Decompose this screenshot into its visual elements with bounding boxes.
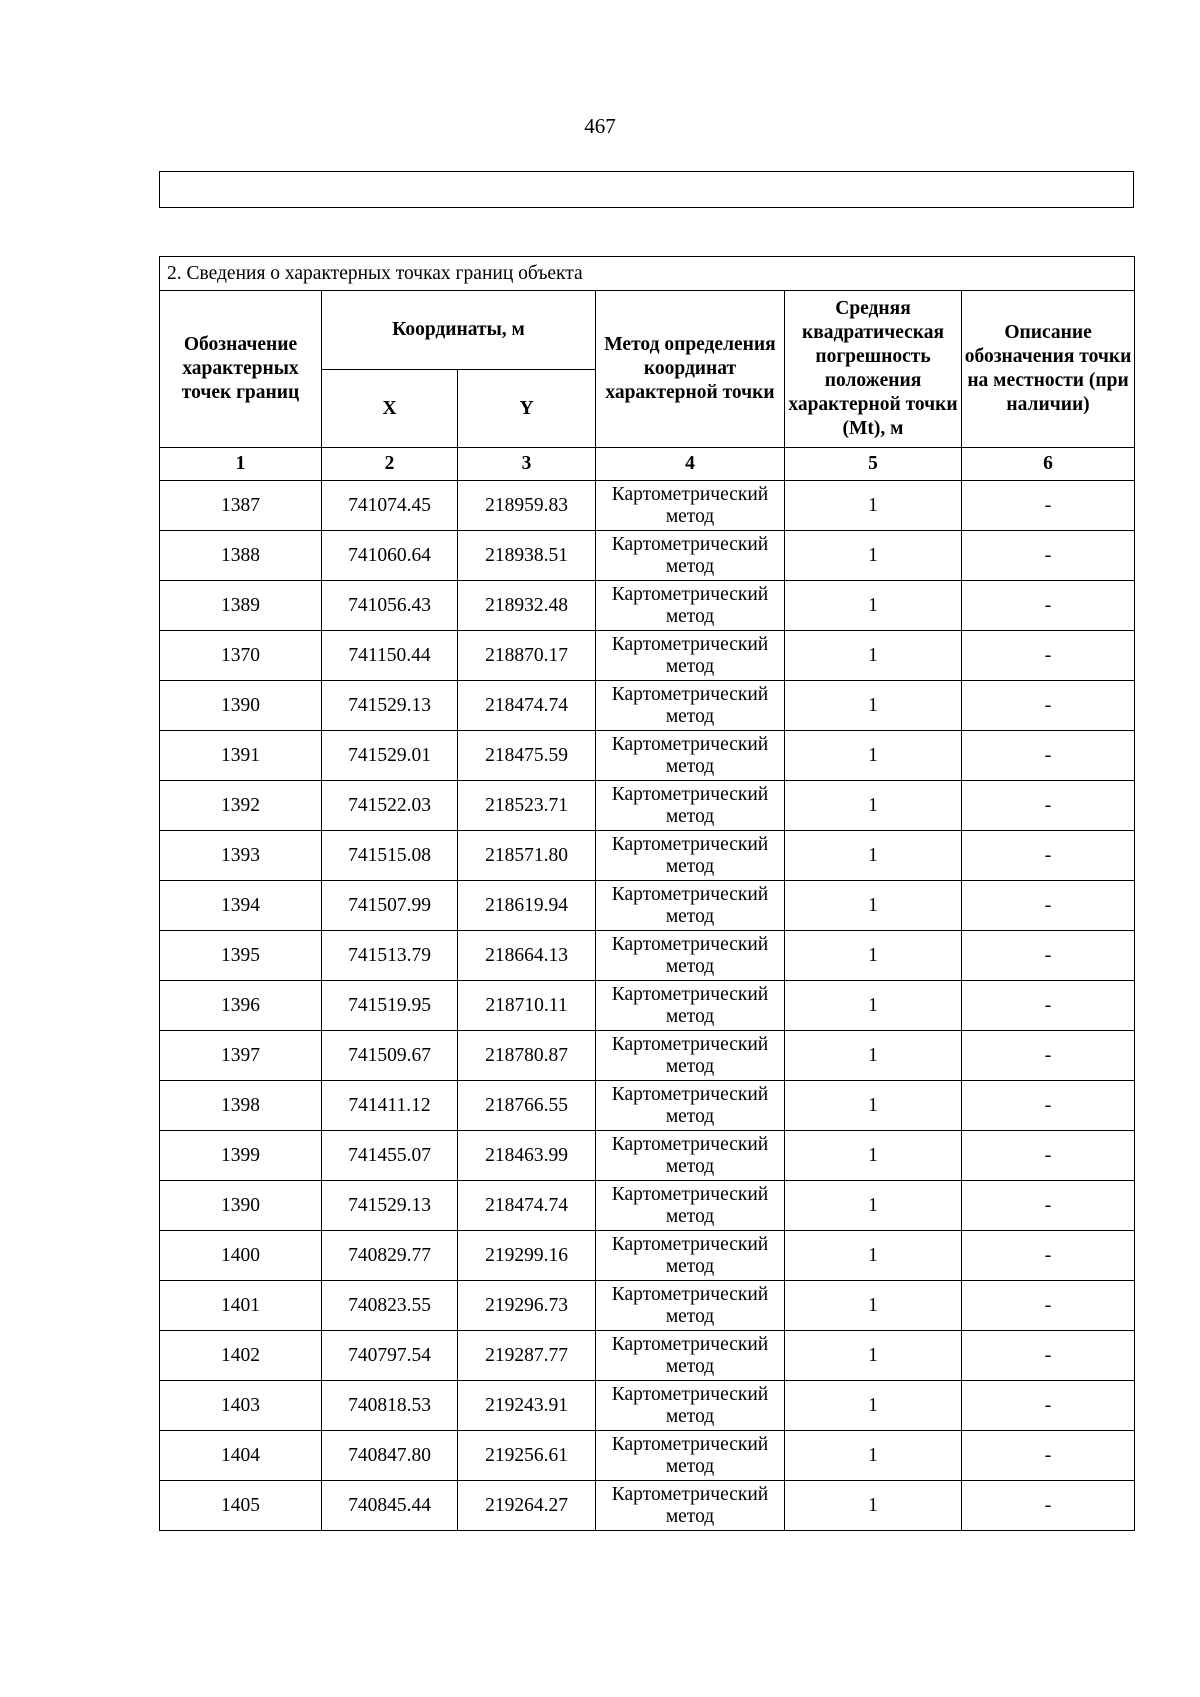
table-row	[160, 581, 1135, 631]
y-coordinate-cell: 219243.91	[458, 1381, 596, 1431]
point-id-cell: 1405	[160, 1481, 322, 1531]
point-id-cell: 1388	[160, 531, 322, 581]
point-id-cell: 1389	[160, 581, 322, 631]
method-cell: Картометрический метод	[596, 1431, 785, 1481]
table-row	[160, 1081, 1135, 1131]
section-title: 2. Сведения о характерных точках границ объекта	[160, 257, 1135, 291]
header-y: Y	[458, 370, 596, 448]
table-row	[160, 1281, 1135, 1331]
y-coordinate-cell: 218463.99	[458, 1131, 596, 1181]
x-coordinate-cell: 741411.12	[322, 1081, 458, 1131]
error-cell: 1	[785, 1481, 962, 1531]
error-cell: 1	[785, 1381, 962, 1431]
method-cell: Картометрический метод	[596, 681, 785, 731]
page-number: 467	[584, 114, 616, 138]
error-cell: 1	[785, 1231, 962, 1281]
y-coordinate-cell: 219256.61	[458, 1431, 596, 1481]
header-coordinates: Координаты, м	[322, 291, 596, 370]
error-cell: 1	[785, 1031, 962, 1081]
error-cell: 1	[785, 831, 962, 881]
table-row	[160, 531, 1135, 581]
table-row	[160, 481, 1135, 531]
y-coordinate-cell: 219299.16	[458, 1231, 596, 1281]
description-cell: -	[962, 781, 1135, 831]
y-coordinate-cell: 218870.17	[458, 631, 596, 681]
y-coordinate-cell: 218938.51	[458, 531, 596, 581]
description-cell: -	[962, 631, 1135, 681]
error-cell: 1	[785, 881, 962, 931]
table-row	[160, 1231, 1135, 1281]
x-coordinate-cell: 741529.13	[322, 681, 458, 731]
table-row	[160, 1131, 1135, 1181]
y-coordinate-cell: 218474.74	[458, 681, 596, 731]
header-designation: Обозначение характерных точек границ	[160, 291, 322, 448]
point-id-cell: 1391	[160, 731, 322, 781]
description-cell: -	[962, 981, 1135, 1031]
column-number-row	[160, 448, 1135, 481]
table-row	[160, 1181, 1135, 1231]
method-cell: Картометрический метод	[596, 1281, 785, 1331]
x-coordinate-cell: 740829.77	[322, 1231, 458, 1281]
point-id-cell: 1400	[160, 1231, 322, 1281]
point-id-cell: 1394	[160, 881, 322, 931]
error-cell: 1	[785, 1431, 962, 1481]
description-cell: -	[962, 1081, 1135, 1131]
y-coordinate-cell: 218932.48	[458, 581, 596, 631]
point-id-cell: 1387	[160, 481, 322, 531]
x-coordinate-cell: 741529.01	[322, 731, 458, 781]
method-cell: Картометрический метод	[596, 1481, 785, 1531]
error-cell: 1	[785, 1181, 962, 1231]
x-coordinate-cell: 741529.13	[322, 1181, 458, 1231]
description-cell: -	[962, 931, 1135, 981]
point-id-cell: 1403	[160, 1381, 322, 1431]
table-row	[160, 731, 1135, 781]
error-cell: 1	[785, 931, 962, 981]
point-id-cell: 1390	[160, 1181, 322, 1231]
header-error: Средняя квадратическая погрешность положения характерной точки (Mt), м	[785, 291, 962, 448]
y-coordinate-cell: 218959.83	[458, 481, 596, 531]
x-coordinate-cell: 741056.43	[322, 581, 458, 631]
table-row	[160, 1381, 1135, 1431]
method-cell: Картометрический метод	[596, 581, 785, 631]
x-coordinate-cell: 741074.45	[322, 481, 458, 531]
point-id-cell: 1402	[160, 1331, 322, 1381]
error-cell: 1	[785, 981, 962, 1031]
x-coordinate-cell: 741522.03	[322, 781, 458, 831]
y-coordinate-cell: 219287.77	[458, 1331, 596, 1381]
description-cell: -	[962, 681, 1135, 731]
y-coordinate-cell: 218475.59	[458, 731, 596, 781]
x-coordinate-cell: 740845.44	[322, 1481, 458, 1531]
method-cell: Картометрический метод	[596, 1331, 785, 1381]
table-row	[160, 1481, 1135, 1531]
description-cell: -	[962, 1031, 1135, 1081]
y-coordinate-cell: 218710.11	[458, 981, 596, 1031]
x-coordinate-cell: 741515.08	[322, 831, 458, 881]
error-cell: 1	[785, 1331, 962, 1381]
method-cell: Картометрический метод	[596, 531, 785, 581]
x-coordinate-cell: 740823.55	[322, 1281, 458, 1331]
error-cell: 1	[785, 1081, 962, 1131]
point-id-cell: 1395	[160, 931, 322, 981]
error-cell: 1	[785, 1281, 962, 1331]
table-row	[160, 1031, 1135, 1081]
table-row	[160, 931, 1135, 981]
description-cell: -	[962, 1431, 1135, 1481]
table-row	[160, 981, 1135, 1031]
column-number: 6	[962, 448, 1135, 481]
header-method: Метод определения координат характерной точки	[596, 291, 785, 448]
error-cell: 1	[785, 531, 962, 581]
method-cell: Картометрический метод	[596, 1381, 785, 1431]
x-coordinate-cell: 741455.07	[322, 1131, 458, 1181]
y-coordinate-cell: 218571.80	[458, 831, 596, 881]
point-id-cell: 1397	[160, 1031, 322, 1081]
description-cell: -	[962, 1231, 1135, 1281]
point-id-cell: 1404	[160, 1431, 322, 1481]
method-cell: Картометрический метод	[596, 1131, 785, 1181]
table-row	[160, 881, 1135, 931]
table-row	[160, 1331, 1135, 1381]
boundary-points-table	[159, 256, 1135, 1531]
table-body	[160, 481, 1135, 1531]
method-cell: Картометрический метод	[596, 1231, 785, 1281]
description-cell: -	[962, 731, 1135, 781]
method-cell: Картометрический метод	[596, 631, 785, 681]
point-id-cell: 1370	[160, 631, 322, 681]
description-cell: -	[962, 881, 1135, 931]
description-cell: -	[962, 531, 1135, 581]
y-coordinate-cell: 219296.73	[458, 1281, 596, 1331]
method-cell: Картометрический метод	[596, 1031, 785, 1081]
x-coordinate-cell: 741513.79	[322, 931, 458, 981]
x-coordinate-cell: 741519.95	[322, 981, 458, 1031]
error-cell: 1	[785, 631, 962, 681]
y-coordinate-cell: 218619.94	[458, 881, 596, 931]
point-id-cell: 1390	[160, 681, 322, 731]
method-cell: Картометрический метод	[596, 781, 785, 831]
description-cell: -	[962, 481, 1135, 531]
table-row	[160, 831, 1135, 881]
description-cell: -	[962, 1331, 1135, 1381]
description-cell: -	[962, 1281, 1135, 1331]
header-description: Описание обозначения точки на местности (при наличии)	[962, 291, 1135, 448]
method-cell: Картометрический метод	[596, 831, 785, 881]
point-id-cell: 1393	[160, 831, 322, 881]
x-coordinate-cell: 740818.53	[322, 1381, 458, 1431]
description-cell: -	[962, 1131, 1135, 1181]
method-cell: Картометрический метод	[596, 981, 785, 1031]
column-number: 2	[322, 448, 458, 481]
error-cell: 1	[785, 681, 962, 731]
table-row	[160, 781, 1135, 831]
x-coordinate-cell: 741507.99	[322, 881, 458, 931]
column-number: 1	[160, 448, 322, 481]
y-coordinate-cell: 219264.27	[458, 1481, 596, 1531]
x-coordinate-cell: 740797.54	[322, 1331, 458, 1381]
table-row	[160, 631, 1135, 681]
table-row	[160, 681, 1135, 731]
point-id-cell: 1401	[160, 1281, 322, 1331]
y-coordinate-cell: 218474.74	[458, 1181, 596, 1231]
method-cell: Картометрический метод	[596, 931, 785, 981]
point-id-cell: 1398	[160, 1081, 322, 1131]
x-coordinate-cell: 740847.80	[322, 1431, 458, 1481]
method-cell: Картометрический метод	[596, 881, 785, 931]
x-coordinate-cell: 741060.64	[322, 531, 458, 581]
column-number: 4	[596, 448, 785, 481]
error-cell: 1	[785, 731, 962, 781]
method-cell: Картометрический метод	[596, 481, 785, 531]
x-coordinate-cell: 741509.67	[322, 1031, 458, 1081]
description-cell: -	[962, 581, 1135, 631]
point-id-cell: 1396	[160, 981, 322, 1031]
error-cell: 1	[785, 581, 962, 631]
method-cell: Картометрический метод	[596, 1181, 785, 1231]
description-cell: -	[962, 1181, 1135, 1231]
column-number: 3	[458, 448, 596, 481]
column-number: 5	[785, 448, 962, 481]
method-cell: Картометрический метод	[596, 731, 785, 781]
y-coordinate-cell: 218523.71	[458, 781, 596, 831]
description-cell: -	[962, 1481, 1135, 1531]
y-coordinate-cell: 218780.87	[458, 1031, 596, 1081]
empty-header-box	[159, 171, 1134, 208]
description-cell: -	[962, 1381, 1135, 1431]
y-coordinate-cell: 218766.55	[458, 1081, 596, 1131]
y-coordinate-cell: 218664.13	[458, 931, 596, 981]
method-cell: Картометрический метод	[596, 1081, 785, 1131]
description-cell: -	[962, 831, 1135, 881]
point-id-cell: 1392	[160, 781, 322, 831]
point-id-cell: 1399	[160, 1131, 322, 1181]
x-coordinate-cell: 741150.44	[322, 631, 458, 681]
error-cell: 1	[785, 481, 962, 531]
table-row	[160, 1431, 1135, 1481]
error-cell: 1	[785, 1131, 962, 1181]
error-cell: 1	[785, 781, 962, 831]
header-x: X	[322, 370, 458, 448]
